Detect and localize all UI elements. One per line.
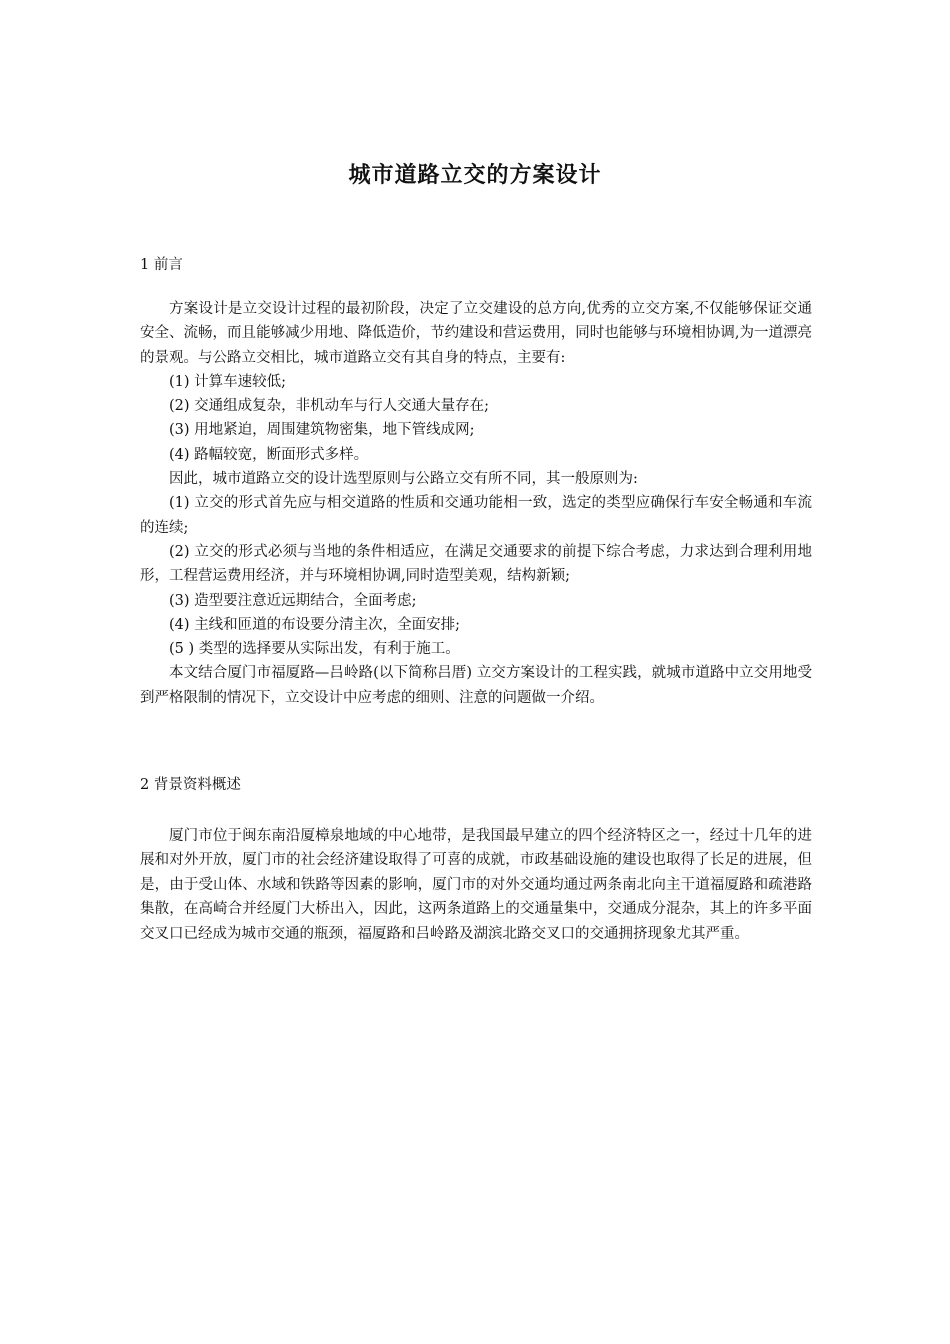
section-body-background: [140, 824, 812, 946]
list-item: (3) 用地紧迫，周围建筑物密集，地下管线成网;: [169, 422, 475, 439]
document-title: 城市道路立交的方案设计: [348, 163, 602, 188]
section-heading-intro: [140, 253, 812, 277]
list-item: (1) 计算车速较低;: [169, 373, 287, 390]
list-item: (1) 立交的形式首先应与相交道路的性质和交通功能相一致，选定的类型应确保行车安全畅通和车流的连续;: [140, 495, 812, 536]
section-heading-background: [140, 773, 812, 797]
section-heading: 1 前言: [140, 257, 183, 273]
list-item: (2) 立交的形式必须与当地的条件相适应，在满足交通要求的前提下综合考虑，力求达到合理利用地形，工程营运费用经济，并与环境相协调,同时造型美观，结构新颖;: [140, 543, 812, 585]
list-item: (5 ) 类型的选择要从实际出发，有利于施工。: [169, 641, 460, 658]
paragraph: 本文结合厦门市福厦路—吕岭路(以下简称吕厝) 立交方案设计的工程实践，就城市道路中立交用地受到严格限制的情况下，立交设计中应考虑的细则、注意的问题做一介绍。: [140, 665, 812, 706]
section-body-intro: [140, 297, 812, 710]
list-item: (2) 交通组成复杂，非机动车与行人交通大量存在;: [169, 398, 490, 415]
list-item: (4) 路幅较宽，断面形式多样。: [169, 446, 369, 463]
list-item: (4) 主线和匝道的布设要分清主次，全面安排;: [169, 616, 461, 633]
list-item: (3) 造型要注意近远期结合，全面考虑;: [169, 592, 417, 609]
paragraph: 方案设计是立交设计过程的最初阶段，决定了立交建设的总方向,优秀的立交方案,不仅能够保证交通安全、流畅，而且能够减少用地、降低造价，节约建设和营运费用，同时也能够与环境相协调,为一道漂亮的景观。与公路立交相比，城市道路立交有其自身的特点，主要有:: [140, 301, 812, 366]
paragraph: 厦门市位于闽东南沿厦樟泉地域的中心地带，是我国最早建立的四个经济特区之一，经过十几年的进展和对外开放，厦门市的社会经济建设取得了可喜的成就，市政基础设施的建设也取得了长足的进展，但是，由于受山体、水域和铁路等因素的影响，厦门市的对外交通均通过两条南北向主干道福厦路和疏港路集散，在高崎合并经厦门大桥出入，因此，这两条道路上的交通量集中，交通成分混杂，其上的许多平面交叉口已经成为城市交通的瓶颈，福厦路和吕岭路及湖滨北路交叉口的交通拥挤现象尤其严重。: [140, 828, 812, 942]
paragraph: 因此，城市道路立交的设计选型原则与公路立交有所不同，其一般原则为:: [169, 471, 638, 488]
section-heading: 2 背景资料概述: [140, 777, 241, 793]
